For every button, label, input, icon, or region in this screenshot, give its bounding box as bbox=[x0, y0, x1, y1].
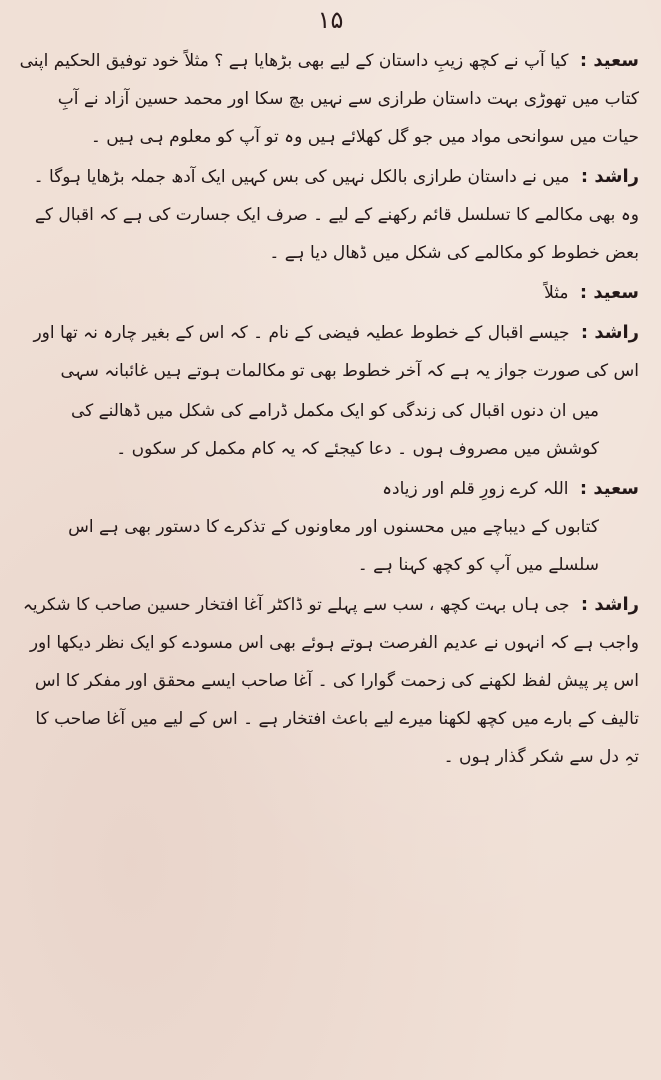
dialogue-text: کیا آپ نے کچھ زیبِ داستان کے لیے بھی بڑھایا ہے ؟ مثلاً خود توفیق الحکیم اپنی کتاب میں تھوڑی بہت داستان طرازی سے نہیں بچ سکا اور محمد حسین آزاد نے آبِ حیات میں سوانحی مواد میں جو گل کھلائے ہیں وہ تو آپ کو معلوم ہی ہیں ۔ bbox=[19, 51, 639, 147]
speaker-label: راشد : bbox=[580, 594, 639, 615]
speaker-label: سعید : bbox=[579, 282, 639, 303]
speaker-label: سعید : bbox=[579, 478, 639, 499]
dialogue-paragraph bbox=[19, 470, 639, 508]
dialogue-text: جی ہاں بہت کچھ ، سب سے پہلے تو ڈاکٹر آغا افتخار حسین صاحب کا شکریہ واجب ہے کہ انہوں نے عدیم الفرصت ہوتے ہوئے بھی اس مسودے کو ایک نظر دیکھا اور اس پر پیش لفظ لکھنے کی زحمت گوارا کی ۔ آغا صاحب ایسے محقق اور مفکر کا اس تالیف کے بارے میں کچھ لکھنا میرے لیے باعث افتخار ہے ۔ اس کے لیے میں آغا صاحب کا تہِ دل سے شکر گذار ہوں ۔ bbox=[22, 595, 639, 767]
speaker-label: راشد : bbox=[580, 322, 639, 343]
page-body bbox=[19, 42, 639, 776]
speaker-label: سعید : bbox=[579, 50, 639, 71]
dialogue-paragraph bbox=[19, 158, 639, 272]
dialogue-paragraph bbox=[19, 392, 639, 468]
page-number: ۱۵ bbox=[317, 6, 344, 34]
dialogue-paragraph bbox=[19, 42, 639, 156]
dialogue-paragraph bbox=[19, 274, 639, 312]
dialogue-text: میں نے داستان طرازی بالکل نہیں کی بس کہیں ایک آدھ جملہ بڑھایا ہوگا ۔ وہ بھی مکالمے کا تسلسل قائم رکھنے کے لیے ۔ صرف ایک جسارت کی ہے کہ اقبال کے بعض خطوط کو مکالمے کی شکل میں ڈھال دیا ہے ۔ bbox=[33, 167, 639, 263]
dialogue-paragraph bbox=[19, 586, 639, 776]
dialogue-paragraph bbox=[19, 508, 639, 584]
dialogue-text: کتابوں کے دیباچے میں محسنوں اور معاونوں کے تذکرے کا دستور بھی ہے اس سلسلے میں آپ کو کچھ کہنا ہے ۔ bbox=[68, 517, 599, 575]
dialogue-text: اللہ کرے زورِ قلم اور زیادہ bbox=[382, 479, 569, 499]
dialogue-paragraph bbox=[19, 314, 639, 390]
dialogue-text: مثلاً bbox=[544, 283, 569, 303]
speaker-label: راشد : bbox=[580, 166, 639, 187]
dialogue-text: جیسے اقبال کے خطوط عطیہ فیضی کے نام ۔ کہ اس کے بغیر چارہ نہ تھا اور اس کی صورت جواز یہ ہے کہ آخر خطوط بھی تو مکالمات ہوتے ہیں غائبانہ سہی bbox=[33, 323, 639, 381]
dialogue-text: میں ان دنوں اقبال کی زندگی کو ایک مکمل ڈرامے کی شکل میں ڈھالنے کی کوشش میں مصروف ہوں ۔ دعا کیجئے کہ یہ کام مکمل کر سکوں ۔ bbox=[70, 401, 599, 459]
